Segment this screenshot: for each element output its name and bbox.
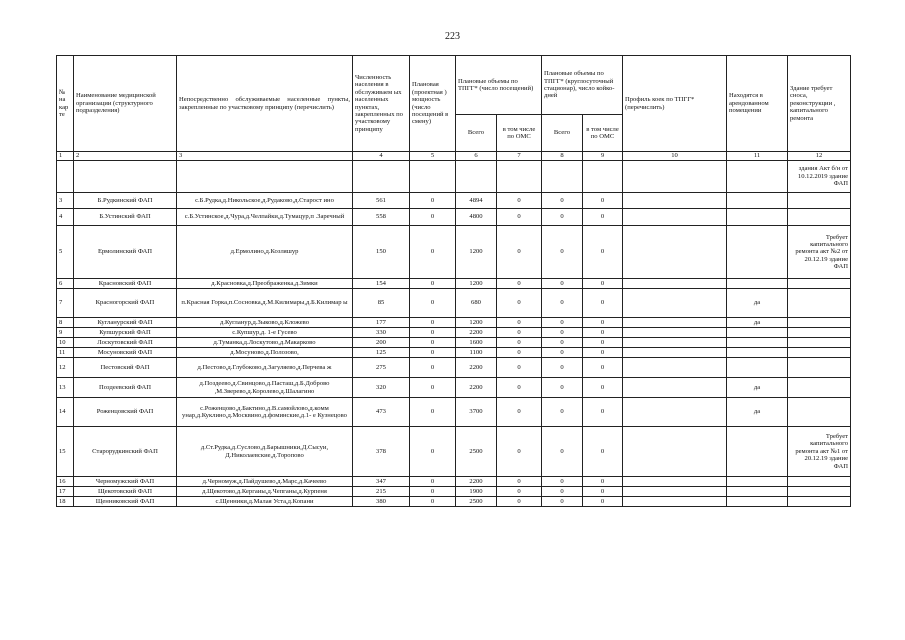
settlements: с.Б.Устинское,д.Чура,д.Челпайки,д.Тумацур,п .Заречный [177,209,353,226]
settlements: с.Щенники,д.Малая Уста,д.Копани [177,497,353,507]
visits-total: 4800 [456,209,497,226]
settlements: д.Черномуж,д.Пайдушево,д.Марс,д.Качеево [177,477,353,487]
capacity: 0 [410,398,456,427]
beddays-oms: 0 [583,318,623,328]
beddays-oms: 0 [583,398,623,427]
repair-note [788,378,851,398]
beddays-oms: 0 [583,497,623,507]
visits-oms: 0 [497,427,542,477]
column-number: 6 [456,152,497,161]
visits-oms: 0 [497,226,542,279]
visits-oms: 0 [497,487,542,497]
column-number: 7 [497,152,542,161]
repair-note [788,209,851,226]
population: 215 [353,487,410,497]
settlements: с.Б.Рудка,д.Никольское,д.Рудаково,д.Старост ино [177,193,353,209]
settlements: д.Мосуново,д.Полозово, [177,348,353,358]
visits-total: 3700 [456,398,497,427]
beddays-total: 0 [542,338,583,348]
table-row [57,348,851,358]
beddays-oms: 0 [583,338,623,348]
table-row [57,226,851,279]
beddays-oms: 0 [583,378,623,398]
header-settlements: Непосредственно обслуживаемые населенные пункты, закрепленные по участковому принципу (перечислить) [177,56,353,152]
column-number: 2 [74,152,177,161]
beddays-total: 0 [542,398,583,427]
row-number: 5 [57,226,74,279]
table-row [57,398,851,427]
repair-note: Требует капитального ремонта акт №1 от 20.12.19 здание ФАП [788,427,851,477]
row-number: 4 [57,209,74,226]
organization-name: Красногорский ФАП [74,289,177,318]
settlements: с.Роженцово,д.Бактино,д.В.самойлово,д.комм унар,д.Куклино,д.Москвино,д.фоминские,д.1- е Кузнецово [177,398,353,427]
row-number: 13 [57,378,74,398]
row-number: 7 [57,289,74,318]
visits-total: 2200 [456,328,497,338]
repair-note [788,398,851,427]
settlements: д.Ст.Рудка,д.Суслово,д.Барышники,Д.Сысуи, Д.Николаевские,д.Торопово [177,427,353,477]
beddays-total: 0 [542,209,583,226]
visits-total: 1200 [456,279,497,289]
organization-name: Черномужский ФАП [74,477,177,487]
header-planned-beddays: Плановые объемы по ТПГГ* (круглосуточный стационар), число койко-дней [542,56,623,115]
beddays-total: 0 [542,348,583,358]
capacity: 0 [410,497,456,507]
column-number-row [57,152,851,161]
table-row [57,358,851,378]
row-number: 12 [57,358,74,378]
table-row [57,279,851,289]
visits-oms: 0 [497,348,542,358]
bed-profile [623,318,727,328]
column-number: 10 [623,152,727,161]
rented-flag [727,427,788,477]
bed-profile [623,487,727,497]
header-repair: Здание требует сноса, реконструкции , капитального ремонта [788,56,851,152]
bed-profile [623,497,727,507]
visits-total: 1900 [456,487,497,497]
capacity: 0 [410,477,456,487]
rented-flag [727,348,788,358]
bed-profile [623,348,727,358]
population: 378 [353,427,410,477]
table-row [57,477,851,487]
repair-note: Требует капитального ремонта акт №2 от 20.12.19 здание ФАП [788,226,851,279]
column-number: 5 [410,152,456,161]
rented-flag: да [727,378,788,398]
table-row [57,289,851,318]
beddays-oms: 0 [583,358,623,378]
beddays-oms: 0 [583,209,623,226]
beddays-oms: 0 [583,427,623,477]
rented-flag: да [727,318,788,328]
population: 154 [353,279,410,289]
population: 320 [353,378,410,398]
carryover-note: здания Акт б/н от 10.12.2019 здание ФАП [788,161,851,193]
visits-oms: 0 [497,209,542,226]
settlements: д.Щекотово,д.Кергаиы,д.Чепганы,д.Курпеня [177,487,353,497]
organization-name: Красновский ФАП [74,279,177,289]
column-number: 3 [177,152,353,161]
repair-note [788,193,851,209]
table-body [57,161,851,507]
visits-oms: 0 [497,358,542,378]
organization-name: Мосуновский ФАП [74,348,177,358]
population: 85 [353,289,410,318]
capacity: 0 [410,328,456,338]
organization-name: Кугланурский ФАП [74,318,177,328]
population: 330 [353,328,410,338]
row-number: 16 [57,477,74,487]
table-row [57,378,851,398]
capacity: 0 [410,358,456,378]
bed-profile [623,226,727,279]
bed-profile [623,427,727,477]
visits-oms: 0 [497,338,542,348]
visits-oms: 0 [497,328,542,338]
capacity: 0 [410,427,456,477]
bed-profile [623,209,727,226]
beddays-total: 0 [542,226,583,279]
organization-name: Купшурский ФАП [74,328,177,338]
visits-total: 2200 [456,358,497,378]
table-row [57,193,851,209]
header-visits-total: Всего [456,115,497,152]
population: 150 [353,226,410,279]
column-number: 4 [353,152,410,161]
visits-oms: 0 [497,398,542,427]
repair-note [788,477,851,487]
visits-total: 4894 [456,193,497,209]
header-bed-profile: Профиль коек по ТПГГ* (перечислить) [623,56,727,152]
column-number: 11 [727,152,788,161]
visits-oms: 0 [497,289,542,318]
beddays-oms: 0 [583,193,623,209]
visits-total: 1100 [456,348,497,358]
visits-total: 1600 [456,338,497,348]
facilities-table [56,55,851,507]
visits-oms: 0 [497,497,542,507]
population: 125 [353,348,410,358]
column-number: 8 [542,152,583,161]
row-number: 6 [57,279,74,289]
capacity: 0 [410,226,456,279]
beddays-total: 0 [542,487,583,497]
bed-profile [623,328,727,338]
rented-flag [727,279,788,289]
table-row [57,427,851,477]
settlements: д.Туманка,д.Лоскутово,д.Макарково [177,338,353,348]
repair-note [788,318,851,328]
rented-flag [727,358,788,378]
table-row [57,318,851,328]
population: 275 [353,358,410,378]
header-population: Численность населения в обслуживаем ых населенных пунктах, закрепленных по участковому принципу [353,56,410,152]
repair-note [788,497,851,507]
beddays-total: 0 [542,289,583,318]
row-number: 9 [57,328,74,338]
rented-flag [727,209,788,226]
capacity: 0 [410,193,456,209]
header-beddays-oms: в том числе по ОМС [583,115,623,152]
bed-profile [623,358,727,378]
visits-oms: 0 [497,279,542,289]
repair-note [788,289,851,318]
settlements: п.Красная Горка,п.Сосновка,д.М.Килимары,д.Б.Килимар ы [177,289,353,318]
beddays-oms: 0 [583,328,623,338]
beddays-oms: 0 [583,289,623,318]
settlements: д.Поздеево,д.Свинцово,д.Пасташ,д.Б.Доброво ,М.Зверево,д.Королево,д.Шалагино [177,378,353,398]
organization-name: Поздеевский ФАП [74,378,177,398]
row-number: 3 [57,193,74,209]
settlements: с.Купшур,д. 1-е Гусево [177,328,353,338]
row-number: 8 [57,318,74,328]
visits-oms: 0 [497,378,542,398]
capacity: 0 [410,289,456,318]
capacity: 0 [410,318,456,328]
row-number: 11 [57,348,74,358]
row-number: 15 [57,427,74,477]
bed-profile [623,378,727,398]
header-visits-oms: в том числе по ОМС [497,115,542,152]
capacity: 0 [410,279,456,289]
repair-note [788,338,851,348]
beddays-total: 0 [542,358,583,378]
table-row [57,209,851,226]
rented-flag [727,477,788,487]
bed-profile [623,289,727,318]
table-row [57,487,851,497]
carryover-row [57,161,851,193]
organization-name: Щекотовский ФАП [74,487,177,497]
visits-oms: 0 [497,477,542,487]
header-rented: Находятся в арендованном помещении [727,56,788,152]
settlements: д.Ермолино,д.Козляшур [177,226,353,279]
organization-name: Щенниковский ФАП [74,497,177,507]
beddays-total: 0 [542,497,583,507]
column-number: 1 [57,152,74,161]
bed-profile [623,338,727,348]
organization-name: Роженцовский ФАП [74,398,177,427]
repair-note [788,358,851,378]
table-row [57,497,851,507]
bed-profile [623,193,727,209]
capacity: 0 [410,338,456,348]
beddays-total: 0 [542,427,583,477]
rented-flag: да [727,289,788,318]
header-number: № на кар те [57,56,74,152]
visits-total: 2500 [456,497,497,507]
bed-profile [623,279,727,289]
beddays-oms: 0 [583,279,623,289]
capacity: 0 [410,378,456,398]
organization-name: Старорудкинский ФАП [74,427,177,477]
population: 473 [353,398,410,427]
capacity: 0 [410,487,456,497]
beddays-total: 0 [542,328,583,338]
beddays-total: 0 [542,193,583,209]
visits-total: 2200 [456,378,497,398]
column-number: 9 [583,152,623,161]
visits-total: 2200 [456,477,497,487]
table-row [57,328,851,338]
header-planned-visits: Плановые объемы по ТПГГ* (число посещений) [456,56,542,115]
row-number: 10 [57,338,74,348]
population: 380 [353,497,410,507]
settlements: д.Пестово,д.Глубоково,д.Загуляево,д.Перчева ж [177,358,353,378]
visits-oms: 0 [497,193,542,209]
beddays-total: 0 [542,477,583,487]
beddays-oms: 0 [583,226,623,279]
organization-name: Б.Устинский ФАП [74,209,177,226]
visits-total: 1200 [456,318,497,328]
row-number: 18 [57,497,74,507]
bed-profile [623,398,727,427]
organization-name: Ермолинский ФАП [74,226,177,279]
page-number: 223 [445,31,460,42]
repair-note [788,348,851,358]
header-beddays-total: Всего [542,115,583,152]
rented-flag [727,193,788,209]
beddays-oms: 0 [583,477,623,487]
header-capacity: Плановая (проектная ) мощность (число посещений в смену) [410,56,456,152]
settlements: д.Красновка,д.Преображенка,д.Зимки [177,279,353,289]
rented-flag [727,328,788,338]
header-organization: Наименование медицинской организации (структурного подразделения) [74,56,177,152]
bed-profile [623,477,727,487]
population: 177 [353,318,410,328]
row-number: 17 [57,487,74,497]
beddays-total: 0 [542,318,583,328]
rented-flag: да [727,398,788,427]
beddays-oms: 0 [583,487,623,497]
repair-note [788,328,851,338]
visits-total: 680 [456,289,497,318]
table-row [57,338,851,348]
population: 561 [353,193,410,209]
row-number: 14 [57,398,74,427]
capacity: 0 [410,209,456,226]
repair-note [788,279,851,289]
beddays-total: 0 [542,279,583,289]
column-number: 12 [788,152,851,161]
rented-flag [727,338,788,348]
population: 347 [353,477,410,487]
population: 558 [353,209,410,226]
rented-flag [727,226,788,279]
rented-flag [727,487,788,497]
table-header [57,56,851,161]
population: 200 [353,338,410,348]
capacity: 0 [410,348,456,358]
organization-name: Лоскутовский ФАП [74,338,177,348]
visits-total: 2500 [456,427,497,477]
visits-total: 1200 [456,226,497,279]
organization-name: Б.Рудкинский ФАП [74,193,177,209]
beddays-total: 0 [542,378,583,398]
visits-oms: 0 [497,318,542,328]
beddays-oms: 0 [583,348,623,358]
organization-name: Пестовский ФАП [74,358,177,378]
repair-note [788,487,851,497]
rented-flag [727,497,788,507]
settlements: д.Кугланур,д.Зыково,д.Кложево [177,318,353,328]
